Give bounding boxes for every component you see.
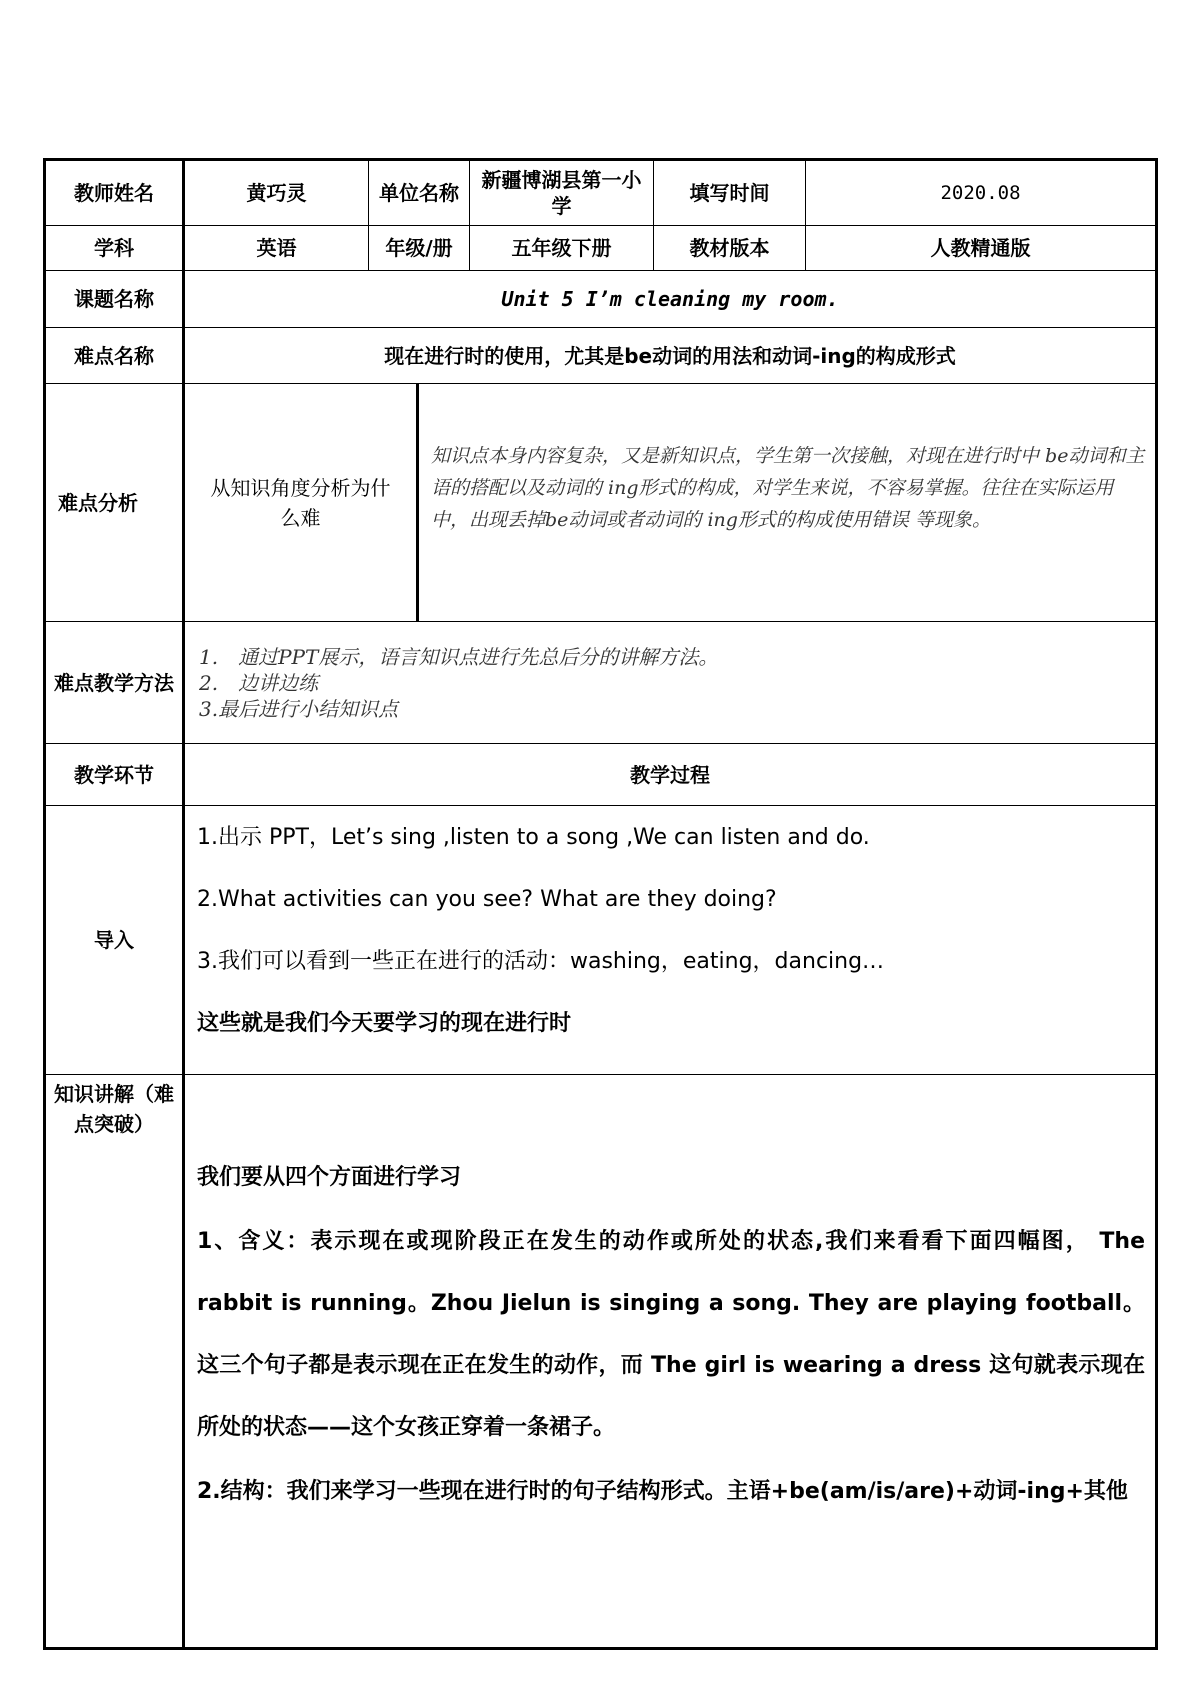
- grade-label: 年级/册: [369, 226, 470, 271]
- intro-content: [184, 806, 1157, 1075]
- knowledge-line: 1、含义：表示现在或现阶段正在发生的动作或所处的状态,我们来看看下面四幅图， The rabbit is running。Zhou Jielun is singing a song. They are playing football。这三个句子都是表示现在正在发生的动作，而 The girl is wearing a dress 这句就表示现在所处的状态——这个女孩正穿着一条裙子。: [197, 1229, 1145, 1440]
- difficulty-value: 现在进行时的使用，尤其是be动词的用法和动词-ing的构成形式: [184, 328, 1157, 384]
- unit-name-label: 单位名称: [369, 160, 470, 226]
- teacher-name-value: 黄巧灵: [184, 160, 369, 226]
- knowledge-content: [184, 1075, 1157, 1649]
- methods-item: 2. 边讲边练: [199, 670, 319, 695]
- intro-line: 1.出示 PPT，Let’s sing ,listen to a song ,We can listen and do.: [197, 825, 870, 850]
- lesson-plan-table: [43, 158, 1158, 1650]
- knowledge-label: 知识讲解（难点突破）: [45, 1075, 184, 1649]
- process-label: 教学环节: [45, 744, 184, 806]
- subject-label: 学科: [45, 226, 184, 271]
- methods-label: 难点教学方法: [45, 622, 184, 744]
- fill-date-label: 填写时间: [654, 160, 806, 226]
- subject-value: 英语: [184, 226, 369, 271]
- knowledge-line: 2.结构：我们来学习一些现在进行时的句子结构形式。主语+be(am/is/are)+动词-ing+其他: [197, 1479, 1128, 1504]
- topic-label: 课题名称: [45, 271, 184, 328]
- edition-label: 教材版本: [654, 226, 806, 271]
- teacher-name-label: 教师姓名: [45, 160, 184, 226]
- methods-item: 1. 通过PPT展示，语言知识点进行先总后分的讲解方法。: [199, 644, 719, 669]
- difficulty-label: 难点名称: [45, 328, 184, 384]
- analysis-label: 难点分析: [45, 384, 184, 622]
- analysis-sub-label: 从知识角度分析为什么难: [185, 384, 418, 621]
- intro-line: 2.What activities can you see? What are they doing?: [197, 887, 777, 912]
- knowledge-line: 我们要从四个方面进行学习: [197, 1165, 462, 1190]
- process-value: 教学过程: [184, 744, 1157, 806]
- analysis-cell: [184, 384, 1157, 622]
- analysis-text: 知识点本身内容复杂，又是新知识点，学生第一次接触，对现在进行时中 be动词和主语的搭配以及动词的 ing形式的构成，对学生来说，不容易掌握。往往在实际运用中，出现丢掉be动词或者动词的 ing形式的构成使用错误 等现象。: [431, 444, 1145, 531]
- fill-date-value: 2020.08: [806, 160, 1157, 226]
- intro-label: 导入: [45, 806, 184, 1075]
- methods-list: [184, 622, 1157, 744]
- analysis-nested: [185, 384, 1155, 621]
- intro-line: 3.我们可以看到一些正在进行的活动：washing，eating，dancing…: [197, 949, 885, 974]
- methods-item: 3.最后进行小结知识点: [199, 696, 399, 721]
- unit-name-value: 新疆博湖县第一小学: [470, 160, 654, 226]
- topic-value: Unit 5 I’m cleaning my room.: [184, 271, 1157, 328]
- grade-value: 五年级下册: [470, 226, 654, 271]
- intro-line: 这些就是我们今天要学习的现在进行时: [197, 1011, 572, 1036]
- edition-value: 人教精通版: [806, 226, 1157, 271]
